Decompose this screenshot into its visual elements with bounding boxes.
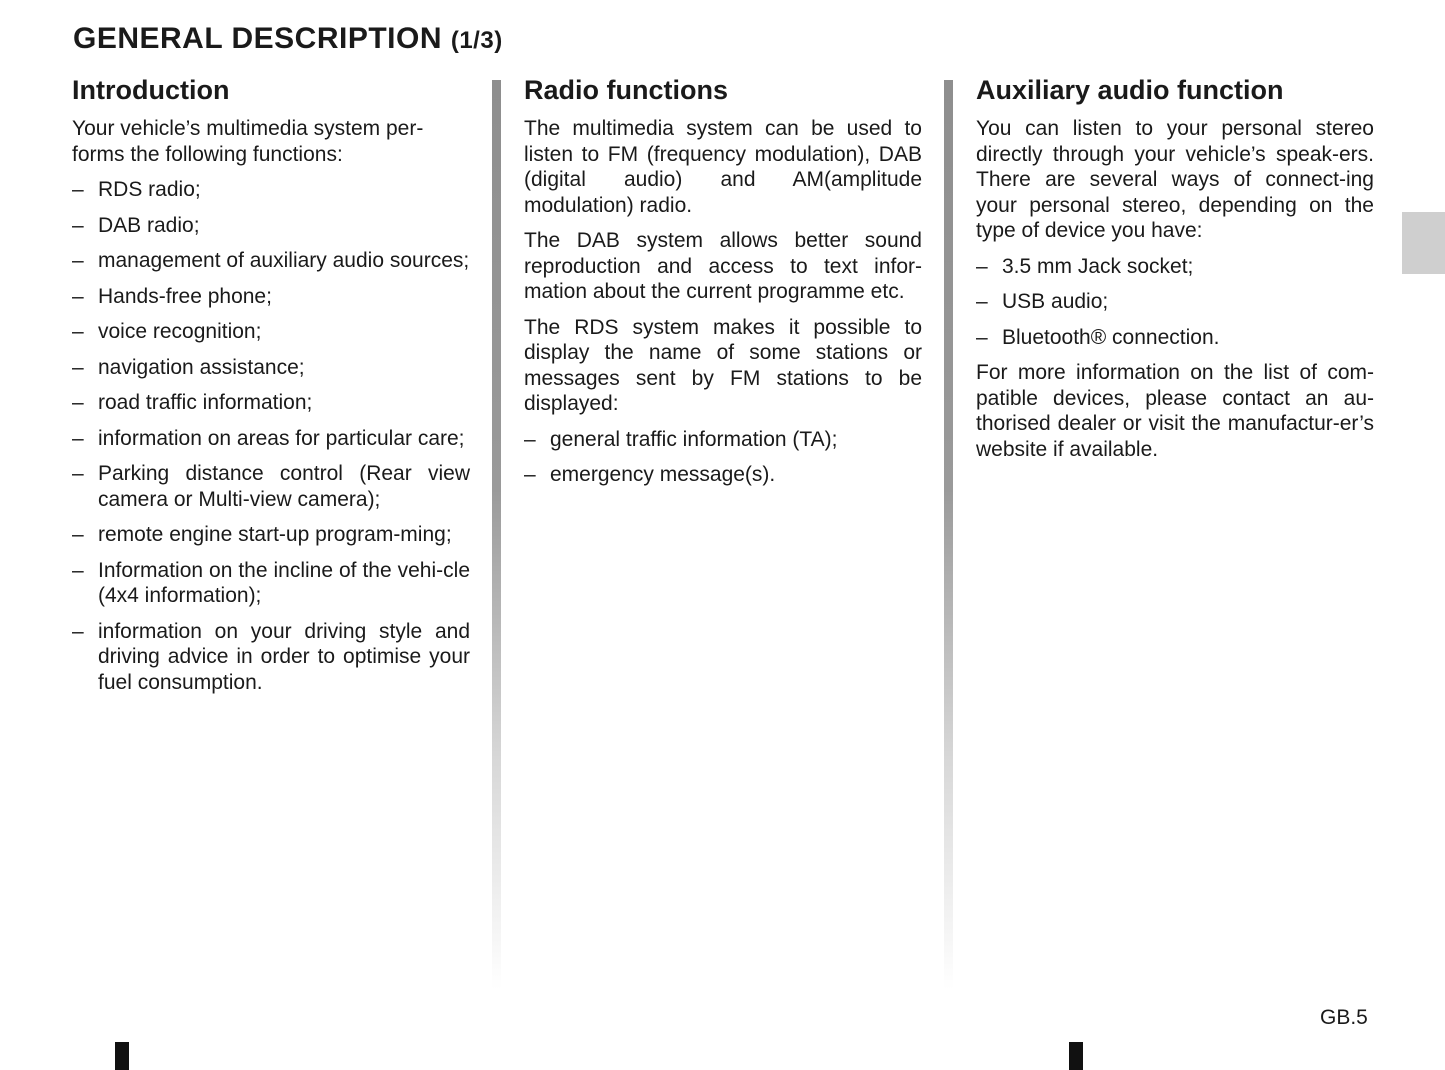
introduction-intro: Your vehicle’s multimedia system per-forms the following functions: [72,117,424,166]
page-title-suffix: (1/3) [450,27,503,54]
auxiliary-column [976,74,1374,472]
page-number: GB.5 [1320,1006,1368,1029]
list-item: – navigation assistance; [72,355,470,381]
introduction-column [72,74,470,705]
list-item: – Bluetooth® connection. [976,325,1374,351]
radio-paragraph: The DAB system allows better sound reproduction and access to text infor-mation about the current programme etc. [524,229,922,303]
list-item: – information on your driving style and driving advice in order to optimise your fuel consumption. [72,619,470,696]
list-item: – Information on the incline of the vehi-cle (4x4 information); [72,558,470,609]
auxiliary-outro: For more information on the list of com-patible devices, please contact an au-thorised dealer or visit the manufactur-er’s website if available. [976,361,1374,461]
page-title-text: GENERAL DESCRIPTION [73,22,442,55]
column-divider [492,80,501,990]
list-item: – remote engine start-up program-ming; [72,522,470,548]
list-item: – 3.5 mm Jack socket; [976,254,1374,280]
list-item: – voice recognition; [72,319,470,345]
list-item: – RDS radio; [72,177,470,203]
crop-mark [115,1042,129,1070]
radio-message-list [524,427,922,488]
introduction-function-list [72,177,470,695]
crop-mark [1069,1042,1083,1070]
column-divider [944,80,953,990]
list-item: – DAB radio; [72,213,470,239]
list-item: – road traffic information; [72,390,470,416]
auxiliary-connection-list [976,254,1374,351]
auxiliary-heading: Auxiliary audio function [976,75,1284,105]
radio-heading: Radio functions [524,75,728,105]
list-item: – USB audio; [976,289,1374,315]
radio-paragraph: The RDS system makes it possible to display the name of some stations or messages sent by FM stations to be displayed: [524,315,922,415]
page-title [73,22,503,56]
list-item: – emergency message(s). [524,462,922,488]
list-item: – general traffic information (TA); [524,427,922,453]
list-item: – Parking distance control (Rear view camera or Multi-view camera); [72,461,470,512]
list-item: – information on areas for particular care; [72,426,470,452]
section-thumb-tab [1402,212,1445,274]
radio-paragraph: The multimedia system can be used to listen to FM (frequency modulation), DAB (digital audio) and AM(amplitude modulation) radio. [524,117,922,217]
list-item: – Hands-free phone; [72,284,470,310]
list-item: – management of auxiliary audio sources; [72,248,470,274]
auxiliary-intro: You can listen to your personal stereo directly through your vehicle’s speak-ers. There are several ways of connect-ing your personal stereo, depending on the type of device you have: [976,117,1374,242]
radio-column [524,74,922,498]
introduction-heading: Introduction [72,75,230,105]
